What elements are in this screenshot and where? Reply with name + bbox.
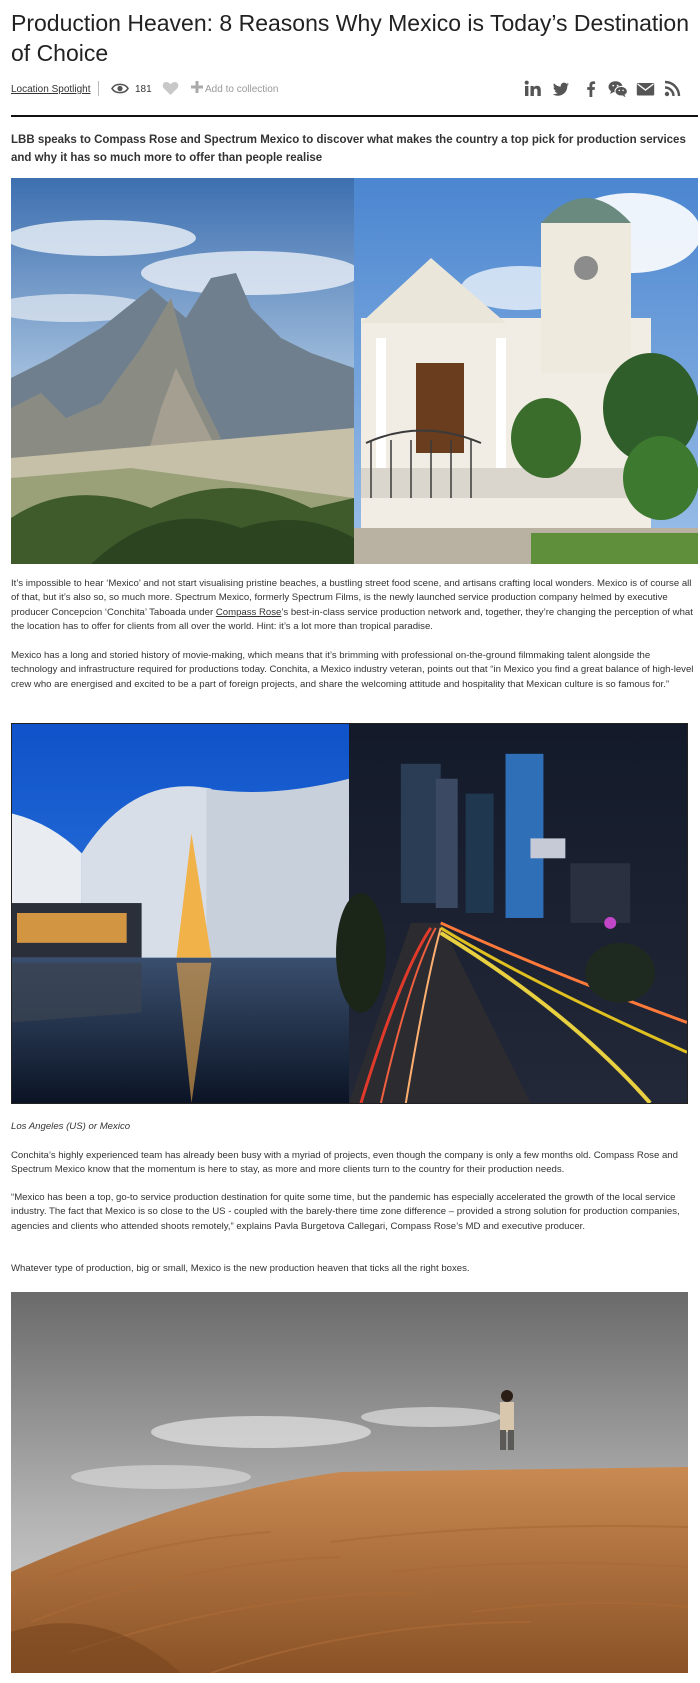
social-share-bar: [524, 80, 694, 100]
linkedin-icon[interactable]: [524, 80, 544, 100]
facebook-icon[interactable]: [582, 80, 602, 100]
eye-icon: [111, 82, 129, 98]
paragraph-1-text: It’s impossible to hear ‘Mexico’ and not start visualising pristine beaches, a bustling street food scene, and artisans crafting local wonders. Mexico is of course all of that, but it’s also so, so much more. Spectrum Mexico, formerly Spectrum Films, is the newly launched service production company helmed by executive producer Concepcion ‘Conchita’ Taboada under: [11, 578, 692, 618]
rss-icon[interactable]: [664, 80, 684, 100]
email-icon[interactable]: [636, 80, 656, 100]
paragraph-1-text-cont: ’s best-in-class service production network and, together, they’re changing the perception of what the location has to offer for clients from all over the world. Hint: it’s a lot more than tropical paradise.: [11, 606, 693, 632]
add-to-collection-link[interactable]: Add to collection: [205, 84, 279, 95]
twitter-icon[interactable]: [552, 80, 572, 100]
image-person-on-sand-dune: [11, 1292, 688, 1673]
view-count: 181: [135, 84, 152, 95]
article-lead: LBB speaks to Compass Rose and Spectrum Mexico to discover what makes the country a top pick for production services and why it has so much more to offer than people realise: [11, 134, 686, 164]
category-link[interactable]: Location Spotlight: [11, 84, 91, 95]
paragraph-5: Whatever type of production, big or small, Mexico is the new production heaven that ticks all the right boxes.: [11, 1263, 470, 1274]
title-divider: [11, 115, 698, 117]
article-title: Production Heaven: 8 Reasons Why Mexico is Today’s Destination of Choice: [11, 10, 689, 66]
paragraph-2: Mexico has a long and storied history of movie-making, which means that it’s brimming with professional on-the-ground filmmaking talent alongside the technology and infrastructure required for productions today. Conchita, a Mexico industry veteran, points out that “in Mexico you find a great balance of high-level crew who are energised and excited to be a part of foreign projects, and share the welcoming attitude and hospitality that Mexican culture is so famous for.”: [11, 650, 694, 690]
wechat-icon[interactable]: [608, 80, 628, 100]
compass-rose-link[interactable]: Compass Rose: [215, 606, 282, 618]
paragraph-3: Conchita’s highly experienced team has already been busy with a myriad of projects, even though the company is only a few months old. Compass Rose and Spectrum Mexico know that the momentum is here to stay, as more and more clients turn to the country for their production needs.: [11, 1150, 678, 1176]
meta-divider: [98, 81, 99, 96]
article-meta: [11, 80, 698, 100]
image-architecture-and-city-night: [11, 723, 688, 1104]
hero-image-mountain-and-building: [11, 178, 698, 564]
paragraph-4: “Mexico has been a top, go-to service production destination for quite some time, but the pandemic has especially accelerated the growth of the local service industry. The fact that Mexico is so close to the US - coupled with the barely-there time zone difference – provided a strong solution for production companies, agencies and clients who attended shoots remotely,” explains Pavla Burgetova Callegari, Compass Rose’s MD and executive producer.: [11, 1192, 680, 1232]
paragraph-1: [11, 577, 697, 634]
heart-icon[interactable]: [162, 81, 179, 99]
image-caption: Los Angeles (US) or Mexico: [11, 1121, 131, 1132]
plus-icon[interactable]: [191, 81, 203, 96]
